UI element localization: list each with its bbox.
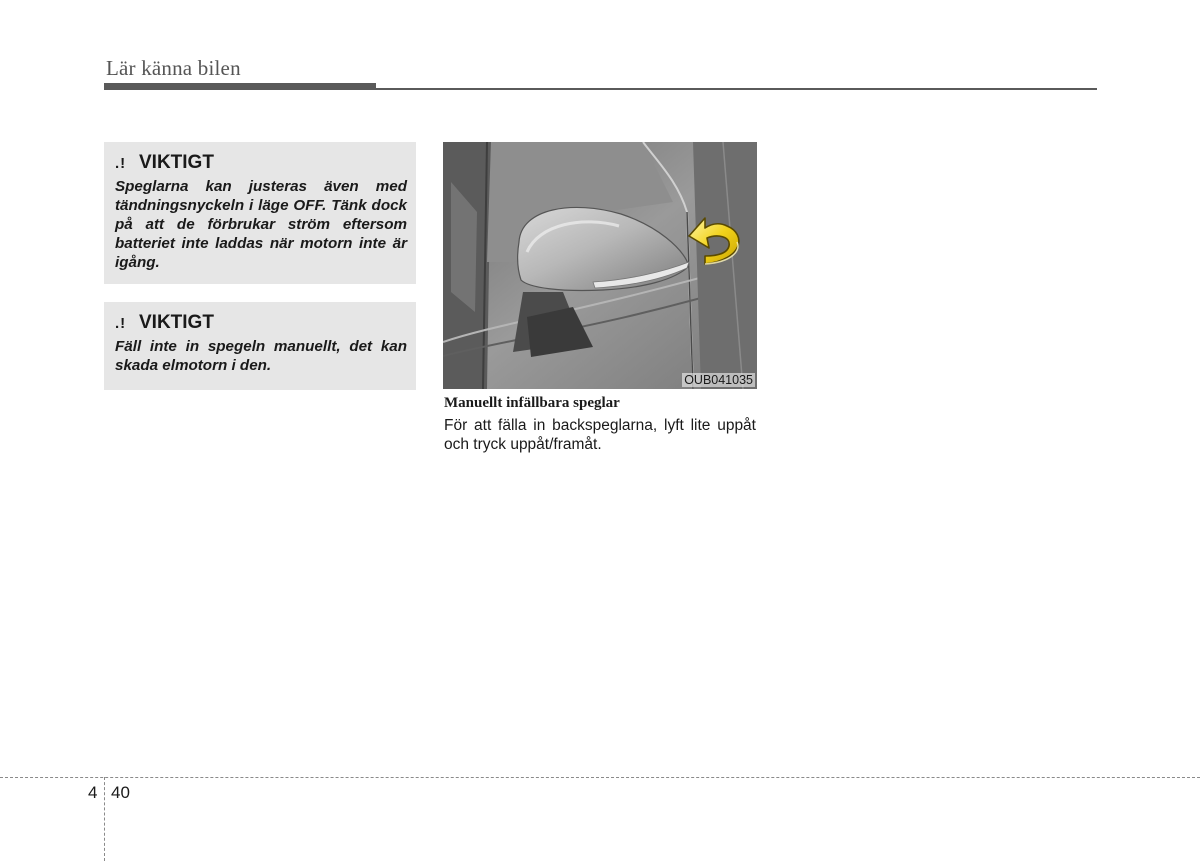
notice-header: [115, 152, 407, 174]
figure-caption-text: För att fälla in backspeglarna, lyft lite uppåt och tryck uppåt/framåt.: [444, 417, 756, 453]
notice-text: Fäll inte in spegeln manuellt, det kan skada elmotorn i den.: [115, 338, 407, 374]
header-rule-thin: [376, 88, 1097, 90]
page-header-title: Lär känna bilen: [106, 56, 241, 80]
figure-caption-title: Manuellt infällbara speglar: [444, 395, 620, 411]
footer-rule: [0, 777, 1200, 778]
notice-box-1: [104, 142, 416, 284]
notice-title: VIKTIGT: [139, 312, 214, 333]
header-rule-thick: [104, 83, 376, 90]
notice-text: Speglarna kan justeras även med tändningsnyckeln i läge OFF. Tänk dock på att de förbrukar ström eftersom batteriet inte laddas när motorn inte är igång.: [115, 178, 407, 271]
notice-header: [115, 312, 407, 334]
figure-code: OUB041035: [684, 373, 753, 387]
notice-title: VIKTIGT: [139, 152, 214, 173]
caution-icon: .!: [115, 314, 127, 332]
caution-icon: .!: [115, 154, 127, 172]
page-number: 40: [111, 783, 130, 802]
notice-box-2: [104, 302, 416, 390]
mirror-illustration-drawing: [443, 142, 757, 389]
mirror-illustration: [443, 142, 757, 389]
chapter-number: 4: [88, 783, 98, 802]
footer-vertical-rule: [104, 777, 105, 861]
